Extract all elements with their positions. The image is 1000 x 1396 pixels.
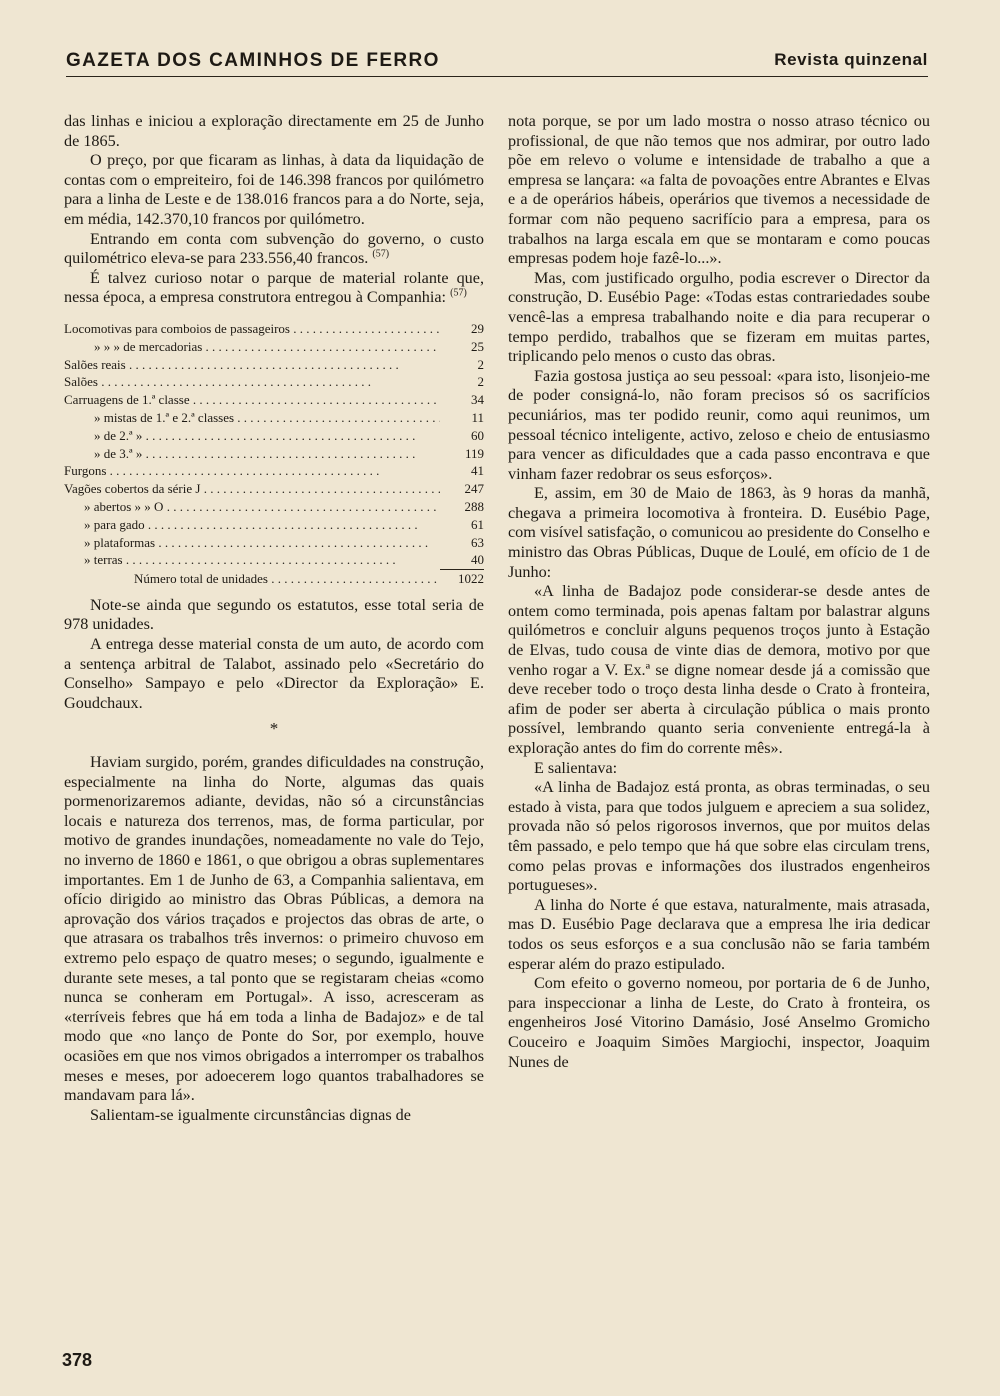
paragraph: E, assim, em 30 de Maio de 1863, às 9 horas da manhã, chegava a primeira locomotiva à fronteira. D. Eusébio Page, com visível satisfação, o comunicou ao presidente do Conselho e ministro das Obras Públicas, Duque de Loulé, em ofício de 1 de Junho: <box>508 484 930 581</box>
row-label: » mistas de 1.ª e 2.ª classes . . . <box>64 409 440 427</box>
table-row <box>64 427 484 445</box>
row-value: 25 <box>471 338 484 354</box>
table-row <box>64 462 484 480</box>
row-label: » terras . . . <box>64 551 440 569</box>
row-value: 288 <box>464 498 484 514</box>
paragraph: das linhas e iniciou a exploração directamente em 25 de Junho de 1865. <box>64 112 484 150</box>
row-label: Carruagens de 1.ª classe . . . <box>64 391 440 409</box>
paragraph <box>64 230 484 269</box>
running-header <box>66 50 928 77</box>
row-label: » abertos » » O . . . <box>64 498 440 516</box>
row-value: 29 <box>471 320 484 336</box>
table-row <box>64 356 484 374</box>
row-label: » plataformas . . . <box>64 534 440 552</box>
table-row <box>64 480 484 498</box>
row-value: 63 <box>471 534 484 550</box>
table-row <box>64 516 484 534</box>
table-row <box>64 498 484 516</box>
footnote-ref: (57) <box>450 287 467 299</box>
row-value: 61 <box>471 516 484 532</box>
paragraph-text: É talvez curioso notar o parque de material rolante que, nessa época, a empresa construtora entregou à Companhia: <box>64 268 484 307</box>
row-value: 40 <box>440 551 484 570</box>
table-row <box>64 409 484 427</box>
rolling-stock-table <box>64 320 484 588</box>
row-value: 119 <box>464 445 484 461</box>
total-label: Número total de unidades . . . <box>64 570 440 588</box>
paragraph: E salientava: <box>534 758 618 777</box>
footnote-ref: (57) <box>372 248 390 260</box>
row-value: 247 <box>464 481 484 497</box>
row-value: 11 <box>471 409 484 425</box>
paragraph: nota porque, se por um lado mostra o nosso atraso técnico ou profissional, de que não temos que nos admirar, por outro lado põe em relevo o volume e intensidade de trabalho a que a empresa se lançara: «a falta de povoações entre Abrantes e Elvas e a de operários hábeis, operários que tivemos a necessidade de formar com não pequeno sacrifício para a empresa, para os trabalhos na larga escala em que se montaram e como poucas empresas podem hoje fazê-lo...». <box>508 112 930 268</box>
total-value: 1022 <box>458 571 484 587</box>
row-label: » de 3.ª » . . . <box>64 445 440 463</box>
row-label: » » » de mercadorias . . . <box>64 338 440 356</box>
row-value: 60 <box>471 427 484 443</box>
table-row <box>64 445 484 463</box>
paragraph: O preço, por que ficaram as linhas, à data da liquidação de contas com o empreiteiro, foi de 146.398 francos por quilómetro para a linha de Leste e de 138.016 francos para a do Norte, seja, em média, 142.370,10 francos por quilómetro. <box>64 151 484 228</box>
paragraph: Salientam-se igualmente circunstâncias dignas de <box>90 1105 411 1124</box>
row-value: 2 <box>477 374 484 390</box>
row-label: Salões reais . . . <box>64 356 440 374</box>
row-value: 41 <box>471 463 484 479</box>
table-row <box>64 551 484 570</box>
paragraph: Com efeito o governo nomeou, por portaria de 6 de Junho, para inspeccionar a linha de Leste, do Crato à fronteira, os engenheiros José Vitorino Damásio, José Anselmo Gromicho Couceiro e Joaquim Simões Margiochi, inspector, Joaquim Nunes de <box>508 974 930 1071</box>
row-label: Locomotivas para comboios de passageiros . . . <box>64 320 440 338</box>
quoted-paragraph: «A linha de Badajoz está pronta, as obras terminadas, o seu estado à vista, para que todos julguem e apreciem a sua solidez, provada não só pelos rigorosos invernos, que por muitos delas têm passado, e pelo tempo que há que sobre elas circulam trens, como pelas provas e informações dos ilustrados engenheiros portugueses». <box>508 778 930 895</box>
section-separator: * <box>269 719 279 739</box>
quoted-paragraph: «A linha de Badajoz pode considerar-se desde antes de ontem como terminada, pois apenas faltam por balastrar alguns quilómetros e concluir alguns pequenos troços junto à Estação de Elvas, tudo cousa de vinte dias de demora, motivo por que venho rogar a V. Ex.ª se digne nomear desde já a comissão que deve receber todo o troço desta linha desde o Crato à fronteira, afim de poder ser aberta à circulação pública o mais pronto possível, lembrando quanto seria conveniente entregá-la à exploração antes do fim do corrente mês». <box>508 582 930 757</box>
row-value: 34 <box>471 392 484 408</box>
table-row <box>64 338 484 356</box>
paragraph: Fazia gostosa justiça ao seu pessoal: «para isto, lisonjeio-me de poder consigná-lo, não foram precisos só os sacrifícios pecuniários, mas ter podido reunir, como aqui reunimos, um pessoal técnico inteligente, activo, zeloso e cheio de entusiasmo para vencer as dificuldades que a cada passo encontrava e que vinham fazer redobrar os seus esforços». <box>508 366 930 483</box>
table-total-row <box>64 570 484 588</box>
paragraph <box>64 269 484 308</box>
left-column <box>64 112 484 1125</box>
journal-subtitle: Revista quinzenal <box>774 50 928 69</box>
row-label: » de 2.ª » . . . <box>64 427 440 445</box>
paragraph: A entrega desse material consta de um auto, de acordo com a sentença arbitral de Talabot, assinado pelo «Secretário do Conselho» Sampayo e pelo «Director da Exploração» E. Goudchaux. <box>64 635 484 712</box>
paragraph: A linha do Norte é que estava, naturalmente, mais atrasada, mas D. Eusébio Page declarava que a empresa lhe iria dedicar todos os seus esforços e a sua conclusão não se faria também esperar além do prazo estipulado. <box>508 895 930 973</box>
row-label: Vagões cobertos da série J . . . <box>64 480 440 498</box>
paragraph: Note-se ainda que segundo os estatutos, esse total seria de 978 unidades. <box>64 595 484 634</box>
row-value: 2 <box>477 356 484 372</box>
row-label: Salões . . . <box>64 373 440 391</box>
paragraph: Haviam surgido, porém, grandes dificuldades na construção, especialmente na linha do Norte, algumas das quais pormenorizaremos adiante, devidas, não só a circunstâncias locais e natureza dos terrenos, mas, de forma particular, por motivo de grandes inundações, nomeadamente no vale do Tejo, no inverno de 1860 e 1861, o que obrigou a obras suplementares importantes. Em 1 de Junho de 63, a Companhia salientava, em ofício dirigido ao ministro das Obras Públicas, a demora na aprovação dos vários traçados e projectos das obras de arte, o que atrasara os trabalhos três invernos: o primeiro chuvoso em extremo pelo espaço de quatro meses; o segundo, igualmente e durante sete meses, a tal ponto que se registaram cheias «como nunca se conheram em Portugal». A isso, acresceram as «terríveis febres que há em toda a linha de Badajoz» e de tal modo que «no lanço de Ponte do Sor, por exemplo, houve ocasiões em que nos vimos obrigados a interromper os trabalhos meses e meses, por adoecerem logo quantos trabalhadores se mandavam para lá». <box>64 753 484 1105</box>
journal-title: GAZETA DOS CAMINHOS DE FERRO <box>66 50 440 71</box>
paragraph: Mas, com justificado orgulho, podia escrever o Director da construção, D. Eusébio Page: «Todas estas contrariedades soube vencê-las a empresa trabalhando noite e dia para recuperar o tempo perdido, trabalhos que se fizeram em muitas partes, triplicando pelo menos o custo das obras. <box>508 268 930 366</box>
row-label: » para gado . . . <box>64 516 440 534</box>
table-row <box>64 373 484 391</box>
row-label: Furgons . . . <box>64 462 440 480</box>
table-row <box>64 320 484 338</box>
right-column <box>508 112 930 1072</box>
table-row <box>64 534 484 552</box>
page-number: 378 <box>62 1350 93 1370</box>
paragraph-text: Entrando em conta com subvenção do governo, o custo quilométrico eleva-se para 233.556,40 francos. <box>64 229 484 268</box>
table-row <box>64 391 484 409</box>
